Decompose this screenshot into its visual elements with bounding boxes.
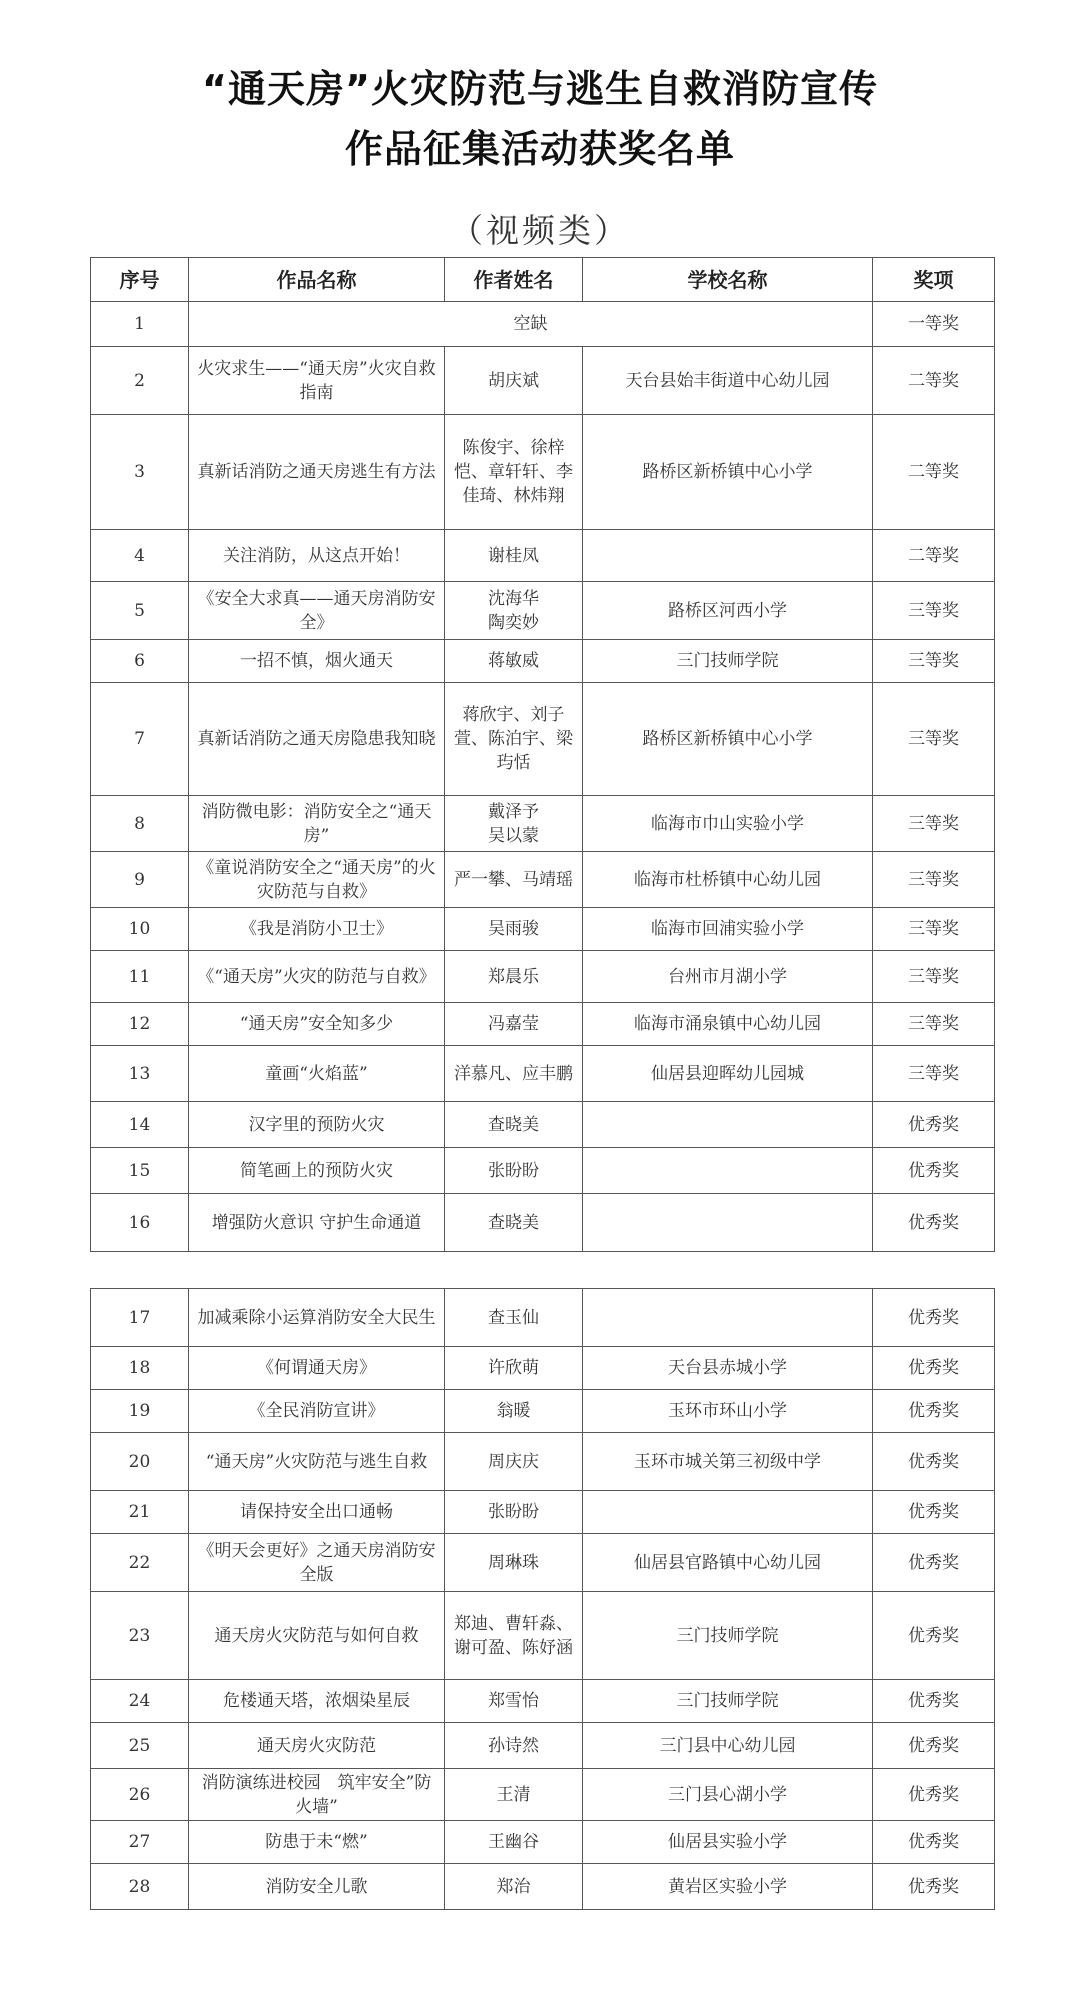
row-award: 优秀奖: [873, 1723, 995, 1769]
row-award: 优秀奖: [873, 1680, 995, 1723]
row-award: 三等奖: [873, 908, 995, 951]
row-work-title: 真新话消防之通天房逃生有方法: [189, 415, 445, 530]
row-no: 14: [91, 1102, 189, 1148]
row-school: [583, 1102, 873, 1148]
row-award: 优秀奖: [873, 1102, 995, 1148]
row-no: 7: [91, 683, 189, 796]
row-author: 翁暖: [445, 1390, 583, 1433]
row-work-title: 增强防火意识 守护生命通道: [189, 1194, 445, 1252]
table-row: [91, 1347, 995, 1390]
row-author: 查玉仙: [445, 1289, 583, 1347]
header-school: 学校名称: [583, 258, 873, 302]
table-row: [91, 302, 995, 347]
row-work-title: 防患于未“燃”: [189, 1821, 445, 1864]
row-author: 郑治: [445, 1864, 583, 1910]
row-no: 27: [91, 1821, 189, 1864]
row-work-title: “通天房”安全知多少: [189, 1003, 445, 1046]
table-row: [91, 1102, 995, 1148]
row-no: 21: [91, 1491, 189, 1534]
row-school: 三门技师学院: [583, 1680, 873, 1723]
table-row: [91, 1592, 995, 1680]
row-no: 12: [91, 1003, 189, 1046]
row-school: 仙居县迎晖幼儿园城: [583, 1046, 873, 1102]
row-school: 天台县赤城小学: [583, 1347, 873, 1390]
row-school: 临海市巾山实验小学: [583, 796, 873, 852]
row-work-title: 加减乘除小运算消防安全大民生: [189, 1289, 445, 1347]
row-work-title: 请保持安全出口通畅: [189, 1491, 445, 1534]
row-school: 玉环市环山小学: [583, 1390, 873, 1433]
row-no: 26: [91, 1769, 189, 1821]
awards-table-part-2: [90, 1288, 995, 1910]
row-work-title: 《童说消防安全之“通天房”的火灾防范与自救》: [189, 852, 445, 908]
row-school: 路桥区新桥镇中心小学: [583, 415, 873, 530]
table-row: [91, 1148, 995, 1194]
row-author: 张盼盼: [445, 1491, 583, 1534]
row-school: 仙居县实验小学: [583, 1821, 873, 1864]
table-row: [91, 582, 995, 640]
row-author: 吴雨骏: [445, 908, 583, 951]
row-school: 临海市杜桥镇中心幼儿园: [583, 852, 873, 908]
row-award: 优秀奖: [873, 1864, 995, 1910]
table-row: [91, 1534, 995, 1592]
table-row: [91, 852, 995, 908]
row-work-title: 简笔画上的预防火灾: [189, 1148, 445, 1194]
row-school: 天台县始丰街道中心幼儿园: [583, 347, 873, 415]
row-work-title: 《明天会更好》之通天房消防安全版: [189, 1534, 445, 1592]
row-author: 周庆庆: [445, 1433, 583, 1491]
row-work-title: 《安全大求真——通天房消防安全》: [189, 582, 445, 640]
row-award: 优秀奖: [873, 1148, 995, 1194]
row-award: 优秀奖: [873, 1769, 995, 1821]
row-author: 郑迪、曹轩淼、谢可盈、陈妤涵: [445, 1592, 583, 1680]
row-no: 28: [91, 1864, 189, 1910]
row-author: 王清: [445, 1769, 583, 1821]
row-work-title: 通天房火灾防范与如何自救: [189, 1592, 445, 1680]
row-award: 优秀奖: [873, 1534, 995, 1592]
row-no: 16: [91, 1194, 189, 1252]
row-school: 路桥区河西小学: [583, 582, 873, 640]
row-school: [583, 1491, 873, 1534]
row-award: 三等奖: [873, 852, 995, 908]
row-author: 许欣萌: [445, 1347, 583, 1390]
table-row: [91, 1289, 995, 1347]
row-no: 10: [91, 908, 189, 951]
row-author: 冯嘉莹: [445, 1003, 583, 1046]
row-school: 三门县中心幼儿园: [583, 1723, 873, 1769]
row-author: 张盼盼: [445, 1148, 583, 1194]
row-work-title: 《“通天房”火灾的防范与自救》: [189, 951, 445, 1003]
table-row: [91, 1680, 995, 1723]
row-no: 25: [91, 1723, 189, 1769]
row-work-title: 《何谓通天房》: [189, 1347, 445, 1390]
row-no: 24: [91, 1680, 189, 1723]
row-author: 郑雪怡: [445, 1680, 583, 1723]
row-no: 11: [91, 951, 189, 1003]
row-award: 三等奖: [873, 582, 995, 640]
row-author: 胡庆斌: [445, 347, 583, 415]
row-no: 13: [91, 1046, 189, 1102]
row-author: 戴泽予 吴以蒙: [445, 796, 583, 852]
row-award: 二等奖: [873, 530, 995, 582]
row-author: 蒋敏威: [445, 640, 583, 683]
row-work-title: 关注消防，从这点开始！: [189, 530, 445, 582]
row-work-title: 《我是消防小卫士》: [189, 908, 445, 951]
row-award: 三等奖: [873, 640, 995, 683]
row-no: 18: [91, 1347, 189, 1390]
row-award: 优秀奖: [873, 1390, 995, 1433]
row-no: 1: [91, 302, 189, 347]
row-award: 优秀奖: [873, 1194, 995, 1252]
row-no: 15: [91, 1148, 189, 1194]
table-row: [91, 530, 995, 582]
row-award: 二等奖: [873, 347, 995, 415]
row-work-title: 消防安全儿歌: [189, 1864, 445, 1910]
row-school: 三门县心湖小学: [583, 1769, 873, 1821]
table-row: [91, 1769, 995, 1821]
row-award: 三等奖: [873, 1003, 995, 1046]
table-row: [91, 347, 995, 415]
table-row: [91, 1491, 995, 1534]
row-work-title: 真新话消防之通天房隐患我知晓: [189, 683, 445, 796]
row-award: 优秀奖: [873, 1592, 995, 1680]
row-school: 临海市回浦实验小学: [583, 908, 873, 951]
row-school: 三门技师学院: [583, 640, 873, 683]
row-no: 23: [91, 1592, 189, 1680]
table-header-row: [91, 258, 995, 302]
row-work-title: 危楼通天塔，浓烟染星辰: [189, 1680, 445, 1723]
table-row: [91, 1821, 995, 1864]
row-no: 2: [91, 347, 189, 415]
row-school: [583, 1148, 873, 1194]
row-school: 路桥区新桥镇中心小学: [583, 683, 873, 796]
row-award: 二等奖: [873, 415, 995, 530]
table-row: [91, 1194, 995, 1252]
row-author: 孙诗然: [445, 1723, 583, 1769]
row-work-title: 《全民消防宣讲》: [189, 1390, 445, 1433]
table-row: [91, 1723, 995, 1769]
row-work-title: 消防微电影：消防安全之“通天房”: [189, 796, 445, 852]
row-school: 黄岩区实验小学: [583, 1864, 873, 1910]
table-row: [91, 415, 995, 530]
row-no: 6: [91, 640, 189, 683]
row-school: 临海市涌泉镇中心幼儿园: [583, 1003, 873, 1046]
table-row: [91, 1864, 995, 1910]
row-work-title: 消防演练进校园 筑牢安全”防火墙”: [189, 1769, 445, 1821]
row-award: 优秀奖: [873, 1433, 995, 1491]
row-school: [583, 1289, 873, 1347]
header-award: 奖项: [873, 258, 995, 302]
table-row: [91, 1003, 995, 1046]
category-subtitle: （视频类）: [450, 211, 630, 250]
row-author: 沈海华 陶奕妙: [445, 582, 583, 640]
vacant-cell: 空缺: [189, 302, 873, 347]
table-row: [91, 951, 995, 1003]
header-work: 作品名称: [189, 258, 445, 302]
row-award: 优秀奖: [873, 1347, 995, 1390]
row-work-title: 汉字里的预防火灾: [189, 1102, 445, 1148]
row-author: 谢桂凤: [445, 530, 583, 582]
table-row: [91, 1046, 995, 1102]
row-author: 严一攀、马靖瑶: [445, 852, 583, 908]
row-no: 5: [91, 582, 189, 640]
table-row: [91, 1433, 995, 1491]
row-award: 一等奖: [873, 302, 995, 347]
table-row: [91, 908, 995, 951]
row-school: [583, 1194, 873, 1252]
row-award: 三等奖: [873, 683, 995, 796]
row-no: 22: [91, 1534, 189, 1592]
row-author: 郑晨乐: [445, 951, 583, 1003]
row-work-title: 火灾求生——“通天房”火灾自救指南: [189, 347, 445, 415]
row-author: 周琳珠: [445, 1534, 583, 1592]
row-school: [583, 530, 873, 582]
row-award: 三等奖: [873, 796, 995, 852]
awards-table-part-1: [90, 257, 995, 1252]
row-school: 玉环市城关第三初级中学: [583, 1433, 873, 1491]
row-author: 王幽谷: [445, 1821, 583, 1864]
document-title-line-2: 作品征集活动获奖名单: [344, 127, 735, 171]
table-row: [91, 796, 995, 852]
row-school: 台州市月湖小学: [583, 951, 873, 1003]
row-no: 9: [91, 852, 189, 908]
row-no: 3: [91, 415, 189, 530]
row-author: 陈俊宇、徐梓恺、章轩轩、李佳琦、林炜翔: [445, 415, 583, 530]
row-no: 8: [91, 796, 189, 852]
row-work-title: 通天房火灾防范: [189, 1723, 445, 1769]
header-author: 作者姓名: [445, 258, 583, 302]
row-author: 查晓美: [445, 1102, 583, 1148]
header-no: 序号: [91, 258, 189, 302]
row-no: 17: [91, 1289, 189, 1347]
document-title-line-1: “通天房”火灾防范与逃生自救消防宣传: [202, 67, 878, 111]
row-author: 洋慕凡、应丰鹏: [445, 1046, 583, 1102]
row-award: 优秀奖: [873, 1491, 995, 1534]
table-row: [91, 1390, 995, 1433]
row-work-title: 童画“火焰蓝”: [189, 1046, 445, 1102]
row-award: 优秀奖: [873, 1289, 995, 1347]
row-author: 蒋欣宇、刘子萱、陈泊宇、梁玙恬: [445, 683, 583, 796]
row-author: 查晓美: [445, 1194, 583, 1252]
row-school: 三门技师学院: [583, 1592, 873, 1680]
row-work-title: 一招不慎，烟火通天: [189, 640, 445, 683]
row-no: 19: [91, 1390, 189, 1433]
row-award: 三等奖: [873, 1046, 995, 1102]
row-no: 4: [91, 530, 189, 582]
row-award: 优秀奖: [873, 1821, 995, 1864]
table-row: [91, 683, 995, 796]
row-school: 仙居县官路镇中心幼儿园: [583, 1534, 873, 1592]
row-no: 20: [91, 1433, 189, 1491]
row-work-title: “通天房”火灾防范与逃生自救: [189, 1433, 445, 1491]
table-row: [91, 640, 995, 683]
row-award: 三等奖: [873, 951, 995, 1003]
